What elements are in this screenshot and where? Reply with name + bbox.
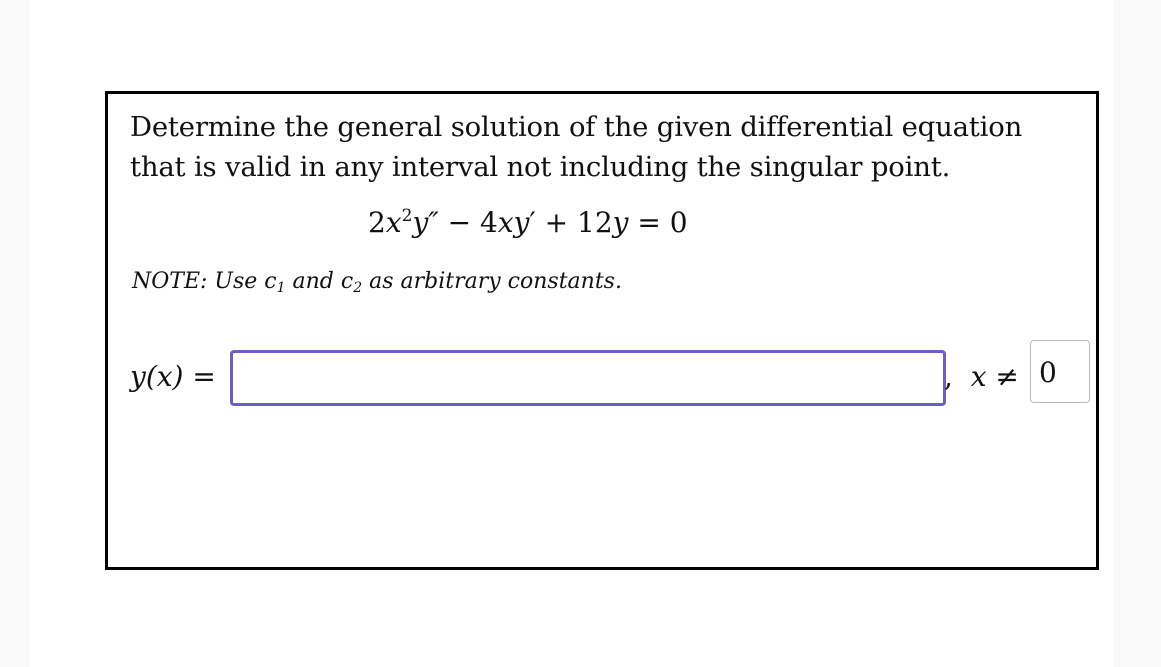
condition-var: x (970, 360, 987, 393)
differential-equation (368, 206, 688, 239)
eq-minus-term: − 4 (438, 206, 498, 239)
condition-comma: , (944, 360, 953, 393)
note-and: and c (285, 269, 354, 294)
excluded-value-box: 0 (1030, 340, 1090, 403)
note-sub1: 1 (276, 280, 286, 296)
answer-function-label: y(x) (130, 360, 184, 393)
eq-y-double-prime: y″ (412, 206, 439, 239)
eq-rhs: = 0 (628, 206, 688, 239)
answer-equals: = (183, 360, 216, 393)
eq-y: y (612, 206, 629, 239)
question-box (105, 91, 1099, 570)
eq-plus-term: + 12 (535, 206, 613, 239)
eq-exponent: 2 (401, 206, 413, 226)
note-suffix: as arbitrary constants. (362, 269, 622, 294)
note-prefix: NOTE: Use c (132, 269, 277, 294)
eq-x: x (385, 206, 402, 239)
answer-label (130, 360, 216, 393)
page-sheet (30, 0, 1113, 667)
eq-prime: ′ (529, 206, 536, 239)
condition-not-equal: ≠ (986, 360, 1019, 393)
question-prompt: Determine the general solution of the given differential equation that is valid in any interval not including the singular point. (130, 111, 1023, 183)
note-sub2: 2 (353, 280, 363, 296)
eq-xy: xy (497, 206, 530, 239)
note-text (132, 269, 622, 294)
domain-condition (944, 360, 1019, 393)
answer-input[interactable] (230, 350, 946, 406)
eq-coef: 2 (368, 206, 386, 239)
